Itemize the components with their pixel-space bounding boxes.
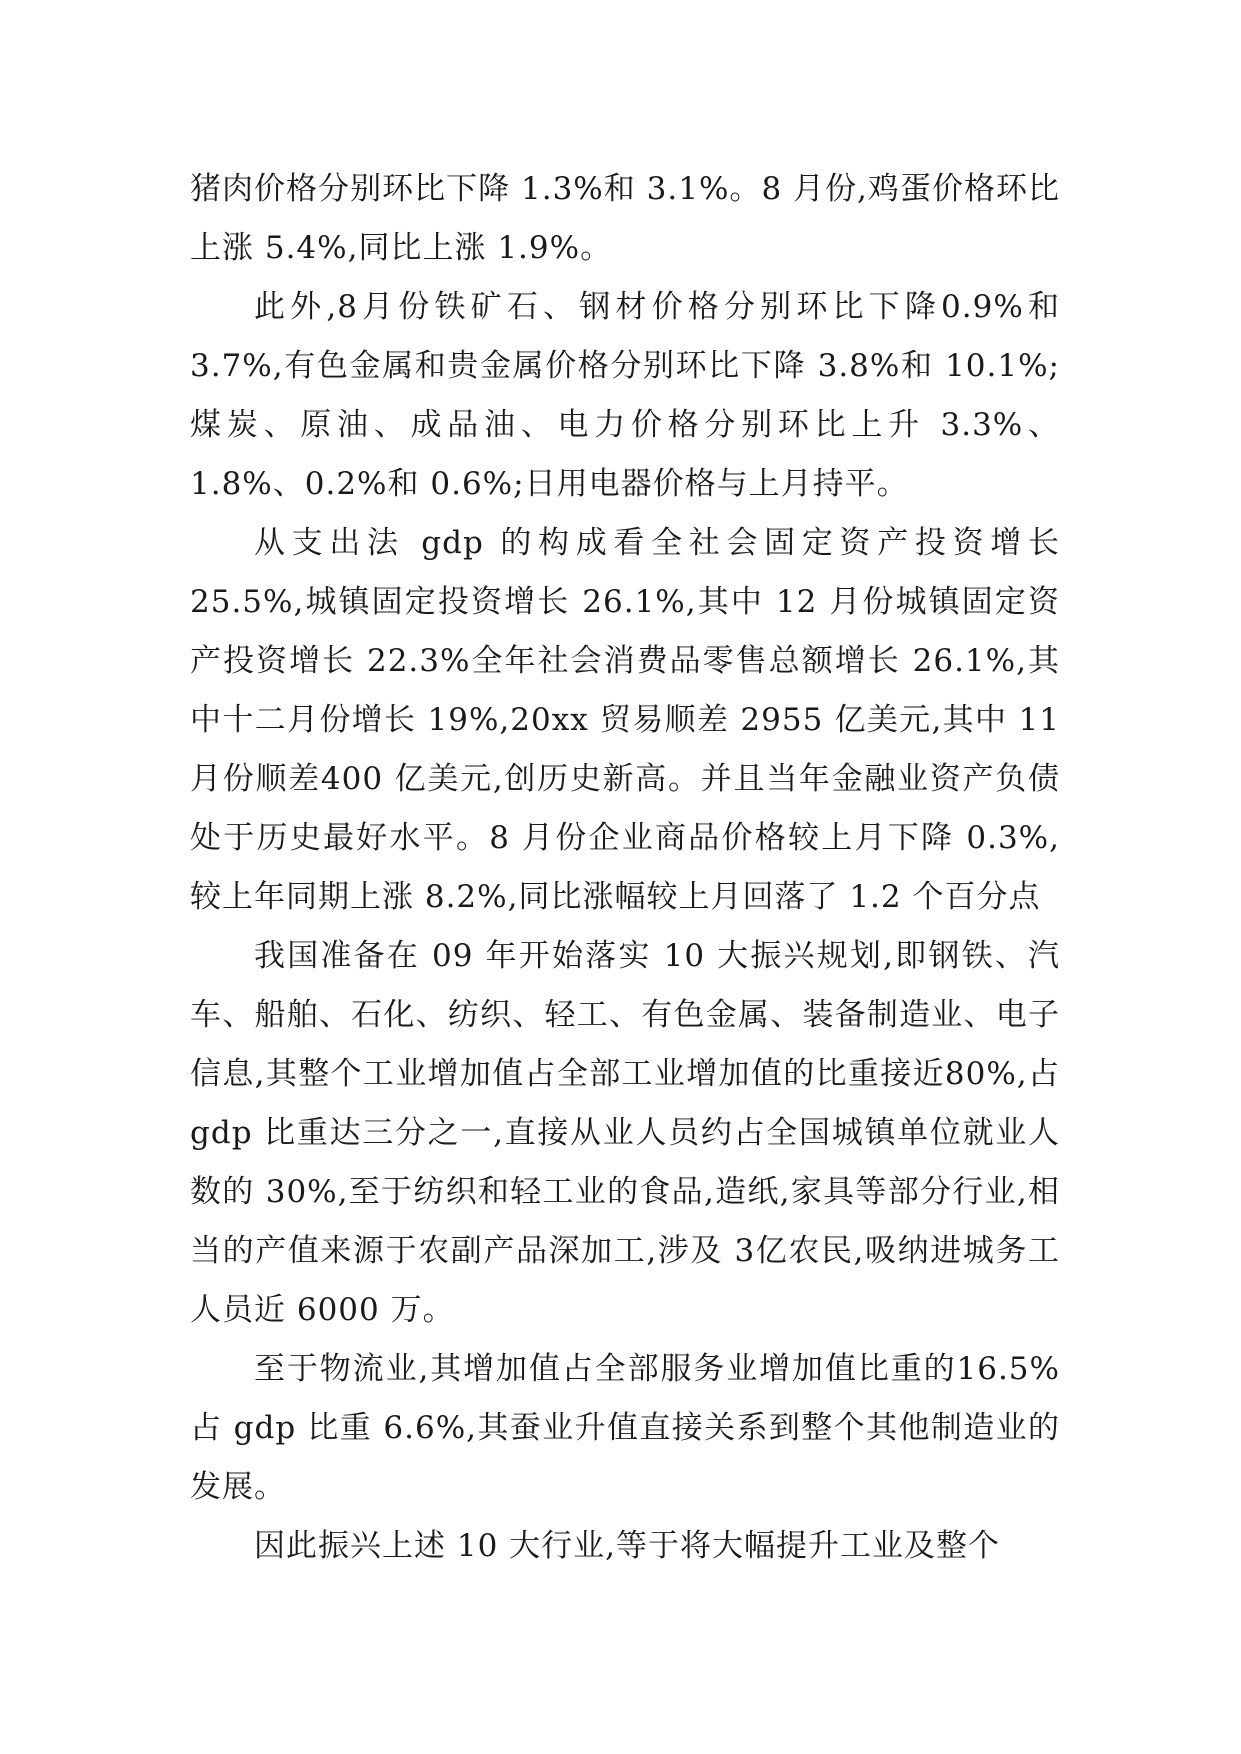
paragraph-conclusion: 因此振兴上述 10 大行业,等于将大幅提升工业及整个	[254, 1528, 1001, 1564]
body-text	[190, 160, 1060, 1576]
paragraph-revitalization-plan: 我国准备在 09 年开始落实 10 大振兴规划,即钢铁、汽车、船舶、石化、纺织、轻工、有色金属、装备制造业、电子信息,其整个工业增加值占全部工业增加值的比重接近80%,占 gdp 比重达三分之一,直接从业人员约占全国城镇单位就业人数的 30%,至于纺织和轻工业的食品,造纸,家具等部分行业,相当的产值来源于农副产品深加工,涉及 3亿农民,吸纳进城务工人员近 6000 万。	[190, 938, 1060, 1328]
paragraph-logistics: 至于物流业,其增加值占全部服务业增加值比重的16.5%占 gdp 比重 6.6%,其蚕业升值直接关系到整个其他制造业的发展。	[190, 1351, 1060, 1505]
paragraph-commodity-prices: 此外,8月份铁矿石、钢材价格分别环比下降0.9%和 3.7%,有色金属和贵金属价格分别环比下降 3.8%和 10.1%;煤炭、原油、成品油、电力价格分别环比上升 3.3%、1.8%、0.2%和 0.6%;日用电器价格与上月持平。	[190, 289, 1060, 502]
paragraph-gdp-expenditure: 从支出法 gdp 的构成看全社会固定资产投资增长 25.5%,城镇固定投资增长 26.1%,其中 12 月份城镇固定资产投资增长 22.3%全年社会消费品零售总额增长 26.1%,其中十二月份增长 19%,20xx 贸易顺差 2955 亿美元,其中 11 月份顺差400 亿美元,创历史新高。并且当年金融业资产负债处于历史最好水平。8 月份企业商品价格较上月下降 0.3%,较上年同期上涨 8.2%,同比涨幅较上月回落了 1.2 个百分点	[190, 525, 1060, 915]
paragraph-pork-eggs-prices: 猪肉价格分别环比下降 1.3%和 3.1%。8 月份,鸡蛋价格环比上涨 5.4%,同比上涨 1.9%。	[190, 171, 1060, 266]
